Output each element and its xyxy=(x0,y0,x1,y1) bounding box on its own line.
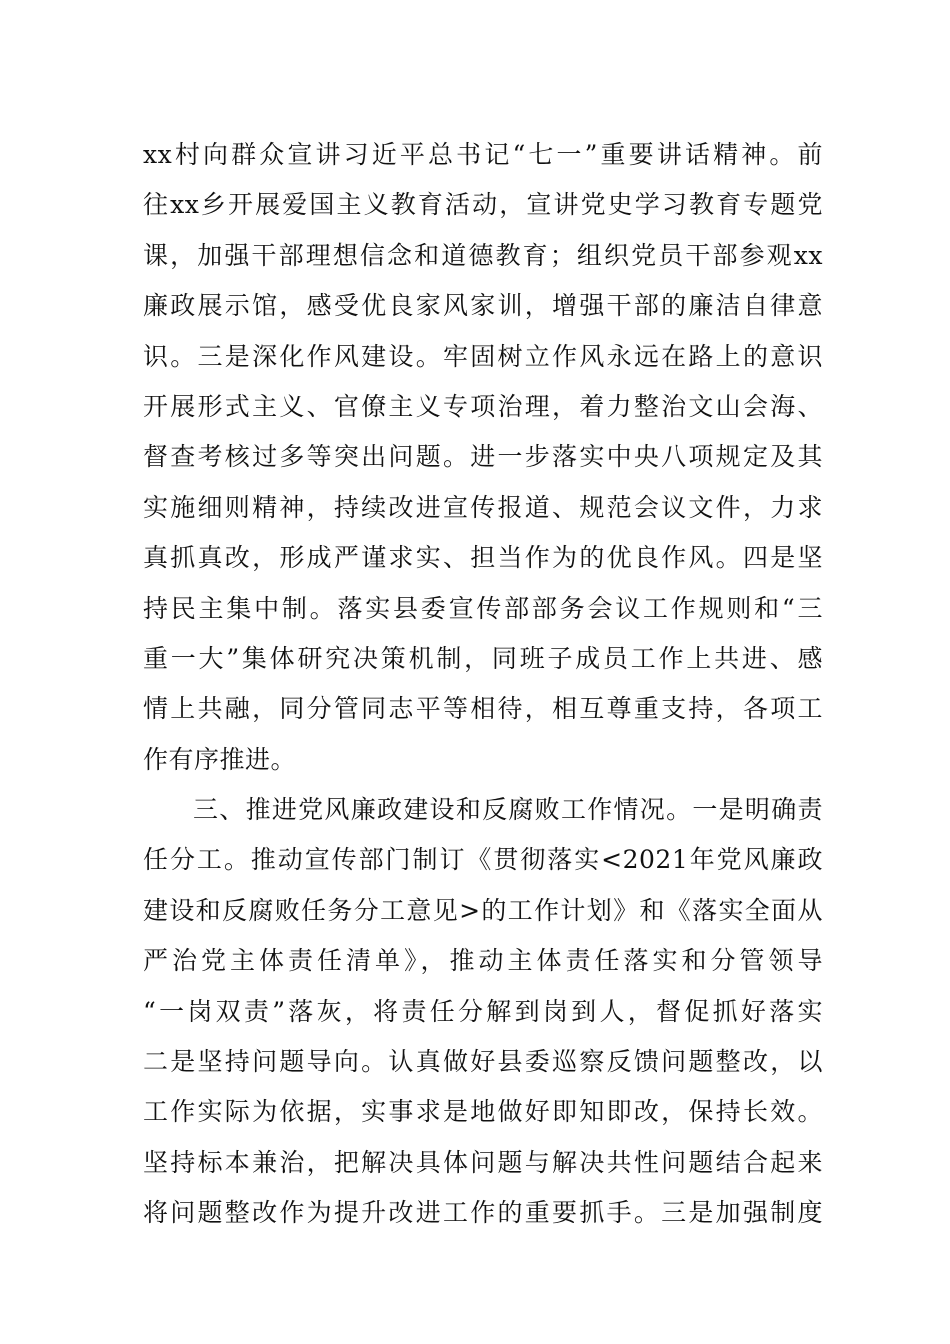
text-line: 任分工。推动宣传部门制订《贯彻落实<2021年党风廉政 xyxy=(143,845,823,875)
text-line: 真抓真改，形成严谨求实、担当作为的优良作风。四是坚 xyxy=(143,543,823,573)
text-line: 情上共融，同分管同志平等相待，相互尊重支持，各项工 xyxy=(143,694,823,724)
text-line: 课，加强干部理想信念和道德教育；组织党员干部参观xx xyxy=(143,240,823,270)
text-line: 重一大”集体研究决策机制，同班子成员工作上共进、感 xyxy=(143,643,823,673)
text-line: 开展形式主义、官僚主义专项治理，着力整治文山会海、 xyxy=(143,391,823,421)
text-line: xx村向群众宣讲习近平总书记“七一”重要讲话精神。前 xyxy=(143,140,823,169)
text-line: 二是坚持问题导向。认真做好县委巡察反馈问题整改，以 xyxy=(143,1047,823,1077)
text-line: 严治党主体责任清单》，推动主体责任落实和分管领导 xyxy=(143,946,823,976)
text-line: 督查考核过多等突出问题。进一步落实中央八项规定及其 xyxy=(143,442,823,472)
text-line: 将问题整改作为提升改进工作的重要抓手。三是加强制度 xyxy=(143,1198,823,1228)
text-line: 持民主集中制。落实县委宣传部部务会议工作规则和“三 xyxy=(143,593,823,623)
text-line: 廉政展示馆，感受优良家风家训，增强干部的廉洁自律意 xyxy=(143,291,823,321)
text-line: 识。三是深化作风建设。牢固树立作风永远在路上的意识 xyxy=(143,341,823,371)
text-line: 作有序推进。 xyxy=(143,744,297,774)
body-text xyxy=(143,130,823,1239)
text-line: “一岗双责”落灰，将责任分解到岗到人，督促抓好落实 xyxy=(143,996,823,1026)
text-line: 实施细则精神，持续改进宣传报道、规范会议文件，力求 xyxy=(143,492,823,522)
section-heading-line: 三、推进党风廉政建设和反腐败工作情况。一是明确责 xyxy=(193,795,823,825)
text-line: 坚持标本兼治，把解决具体问题与解决共性问题结合起来 xyxy=(143,1147,823,1177)
text-line: 建设和反腐败任务分工意见>的工作计划》和《落实全面从 xyxy=(143,895,823,925)
text-line: 往xx乡开展爱国主义教育活动，宣讲党史学习教育专题党 xyxy=(143,190,823,220)
text-line: 工作实际为依据，实事求是地做好即知即改，保持长效。 xyxy=(143,1097,823,1127)
